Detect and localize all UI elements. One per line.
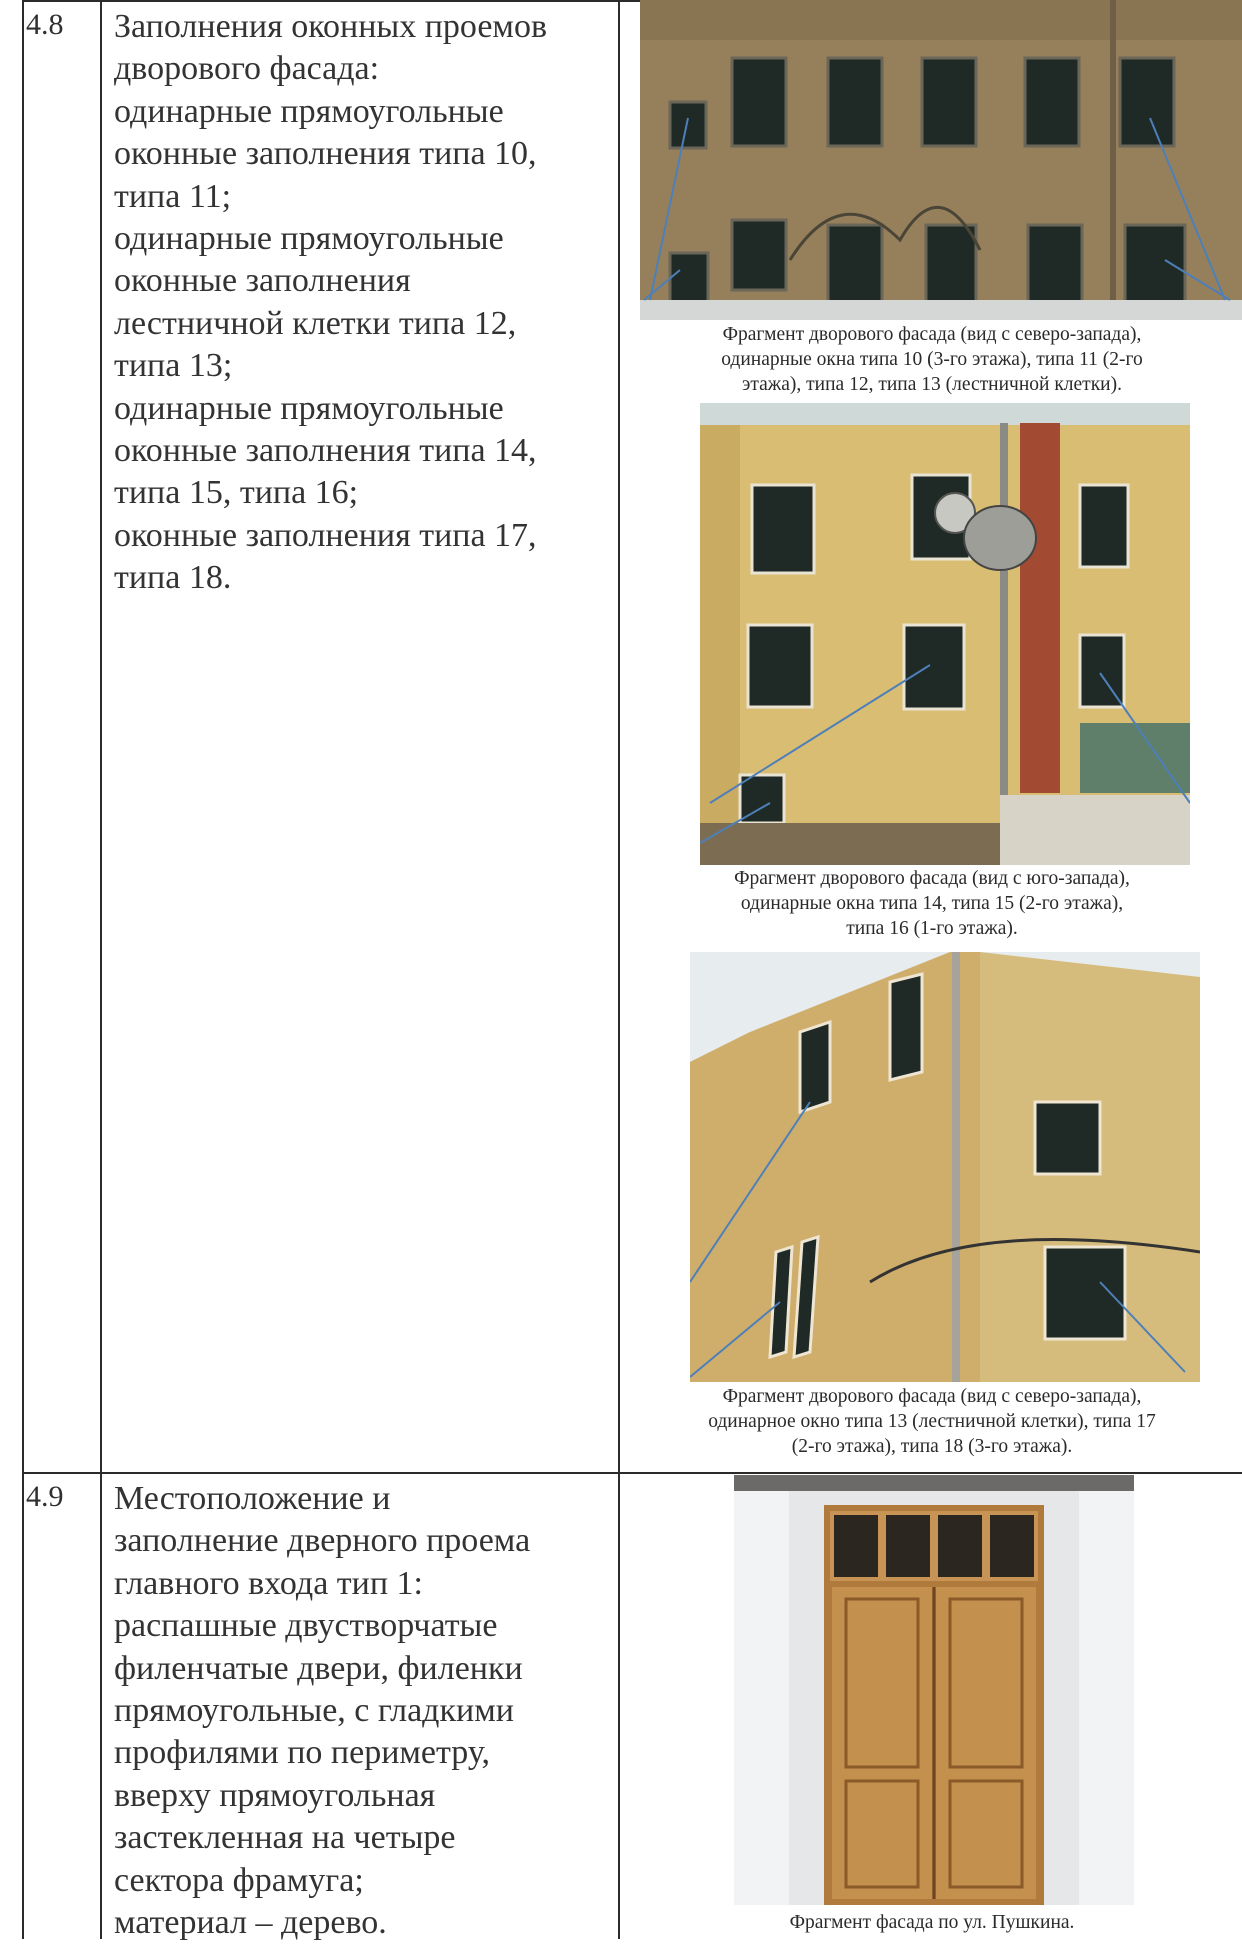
courtyard-facade-photo-northwest [640, 0, 1242, 320]
table-column-divider [618, 0, 620, 1939]
row-description: Местоположение и заполнение дверного проема главного входа тип 1: распашные двустворчатые филенчатые двери, филенки прямоугольные, с гладкими профилями по периметру, вверху прямоугольная застекленная на четыре сектора фрамуга; материал – дерево. [114, 1480, 531, 1942]
photo-caption: Фрагмент дворового фасада (вид с юго-запада), одинарные окна типа 14, типа 15 (2-го этажа), типа 16 (1-го этажа). [734, 868, 1130, 939]
photo-caption: Фрагмент дворового фасада (вид с северо-запада), одинарные окна типа 10 (3-го этажа), типа 11 (2-го этажа), типа 12, типа 13 (лестничной клетки). [721, 324, 1143, 395]
courtyard-facade-photo-northwest-stairwell [690, 952, 1200, 1382]
main-entrance-door-photo [734, 1475, 1134, 1905]
courtyard-facade-photo-southwest [700, 403, 1190, 865]
row-number: 4.9 [26, 1480, 64, 1513]
row-description: Заполнения оконных проемов дворового фасада: одинарные прямоугольные оконные заполнения типа 10, типа 11; одинарные прямоугольные оконные заполнения лестничной клетки типа 12, типа 13; одинарные прямоугольные оконные заполнения типа 14, типа 15, типа 16; оконные заполнения типа 17, типа 18. [114, 8, 548, 597]
photo-caption: Фрагмент фасада по ул. Пушкина. [789, 1912, 1075, 1933]
table-border-left [22, 0, 24, 1939]
features-table [22, 0, 1242, 1942]
row-number: 4.8 [26, 8, 64, 41]
table-column-divider [100, 0, 102, 1939]
photo-caption: Фрагмент дворового фасада (вид с северо-запада), одинарное окно типа 13 (лестничной клетки), типа 17 (2-го этажа), типа 18 (3-го этажа). [708, 1386, 1156, 1457]
table-row-divider [22, 1472, 1242, 1474]
